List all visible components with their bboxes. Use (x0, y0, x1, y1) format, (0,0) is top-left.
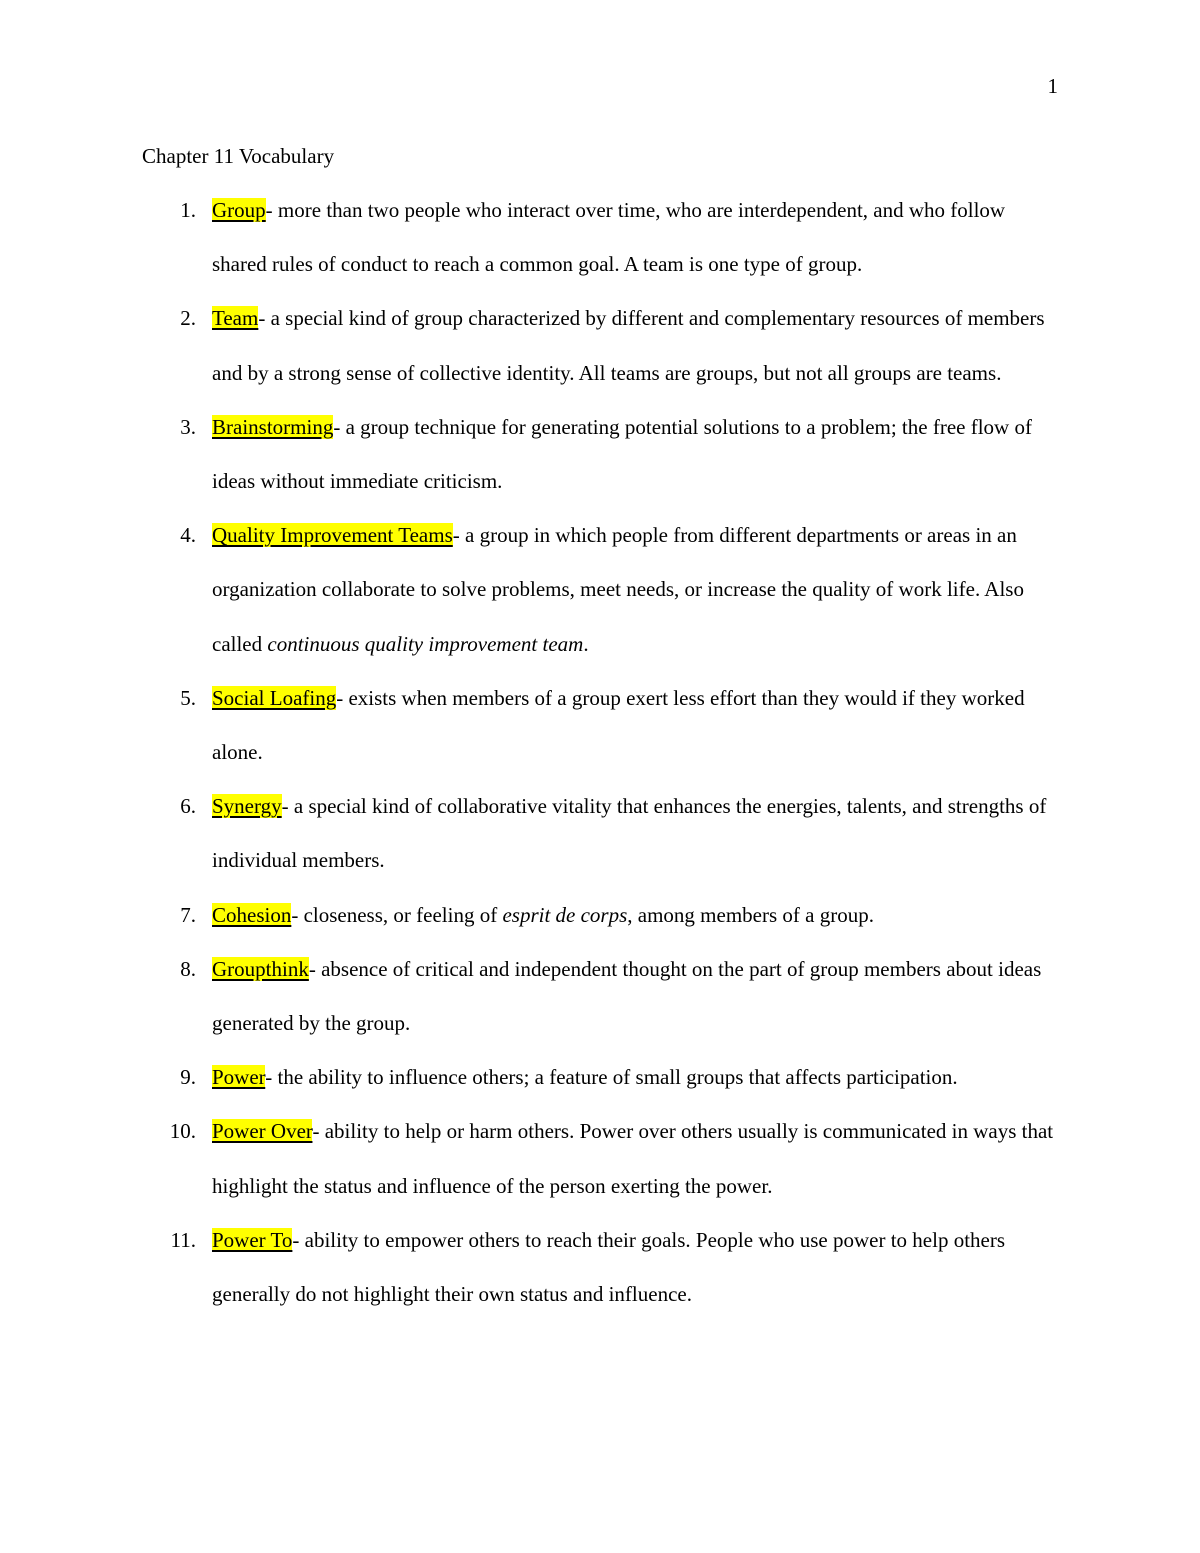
term-definition: - closeness, or feeling of (291, 902, 503, 927)
vocab-term: Team (212, 306, 259, 331)
vocab-term: Power To (212, 1227, 293, 1252)
vocab-term: Social Loafing (212, 685, 337, 710)
vocab-term: Quality Improvement Teams (212, 523, 453, 548)
item-number: 4. (180, 523, 196, 548)
list-item (142, 183, 1062, 291)
term-definition: - ability to empower others to reach their goals. People who use power to help others generally do not highlight their own status and influence. (212, 1227, 1006, 1307)
document-title: Chapter 11 Vocabulary (142, 144, 335, 168)
term-definition: - a group in which people from different departments or areas in an organization collaborate to solve problems, meet needs, or increase the quality of work life. Also called (212, 523, 1024, 656)
term-definition: - exists when members of a group exert less effort than they would if they worked alone. (212, 685, 1025, 765)
list-item (142, 671, 1062, 779)
list-item (142, 508, 1062, 671)
term-definition-end: , among members of a group. (627, 902, 874, 927)
vocab-term: Groupthink (212, 956, 309, 981)
term-definition: - absence of critical and independent thought on the part of group members about ideas generated by the group. (212, 956, 1042, 1036)
term-definition-emphasis: continuous quality improvement team (267, 631, 584, 656)
item-number: 2. (180, 306, 196, 331)
page-number: 1 (1047, 74, 1058, 98)
term-definition-emphasis: esprit de corps (502, 902, 628, 927)
item-number: 7. (180, 902, 196, 927)
list-item (142, 291, 1062, 399)
item-number: 10. (169, 1119, 196, 1144)
vocab-term: Group (212, 198, 266, 222)
item-number: 1. (180, 198, 196, 222)
term-definition: - the ability to influence others; a feature of small groups that affects participation. (265, 1065, 958, 1090)
item-number: 3. (180, 414, 196, 439)
term-definition: - more than two people who interact over time, who are interdependent, and who follow shared rules of conduct to reach a common goal. A team is one type of group. (212, 198, 1006, 277)
list-item (142, 779, 1062, 887)
list-item (142, 888, 1062, 942)
vocab-term: Cohesion (212, 902, 292, 927)
list-item (142, 400, 1062, 508)
vocab-term: Power Over (212, 1119, 313, 1144)
item-number: 6. (180, 794, 196, 819)
item-number: 11. (170, 1227, 196, 1252)
list-item (142, 1213, 1062, 1321)
list-item (142, 1104, 1062, 1212)
item-number: 5. (180, 685, 196, 710)
term-definition-end: . (583, 631, 589, 656)
term-definition: - a group technique for generating potential solutions to a problem; the free flow of ideas without immediate criticism. (212, 414, 1032, 494)
vocab-term: Brainstorming (212, 414, 334, 439)
term-definition: - a special kind of collaborative vitality that enhances the energies, talents, and strengths of individual members. (212, 794, 1047, 873)
vocab-term: Synergy (212, 794, 282, 819)
term-definition: - ability to help or harm others. Power over others usually is communicated in ways that highlight the status and influence of the person exerting the power. (212, 1119, 1054, 1198)
term-definition: - a special kind of group characterized by different and complementary resources of members and by a strong sense of collective identity. All teams are groups, but not all groups are teams. (212, 306, 1045, 385)
list-item (142, 1050, 1062, 1104)
item-number: 9. (180, 1065, 196, 1090)
vocabulary-list (142, 183, 1062, 1321)
vocab-term: Power (212, 1065, 266, 1090)
item-number: 8. (180, 956, 196, 981)
list-item (142, 942, 1062, 1050)
